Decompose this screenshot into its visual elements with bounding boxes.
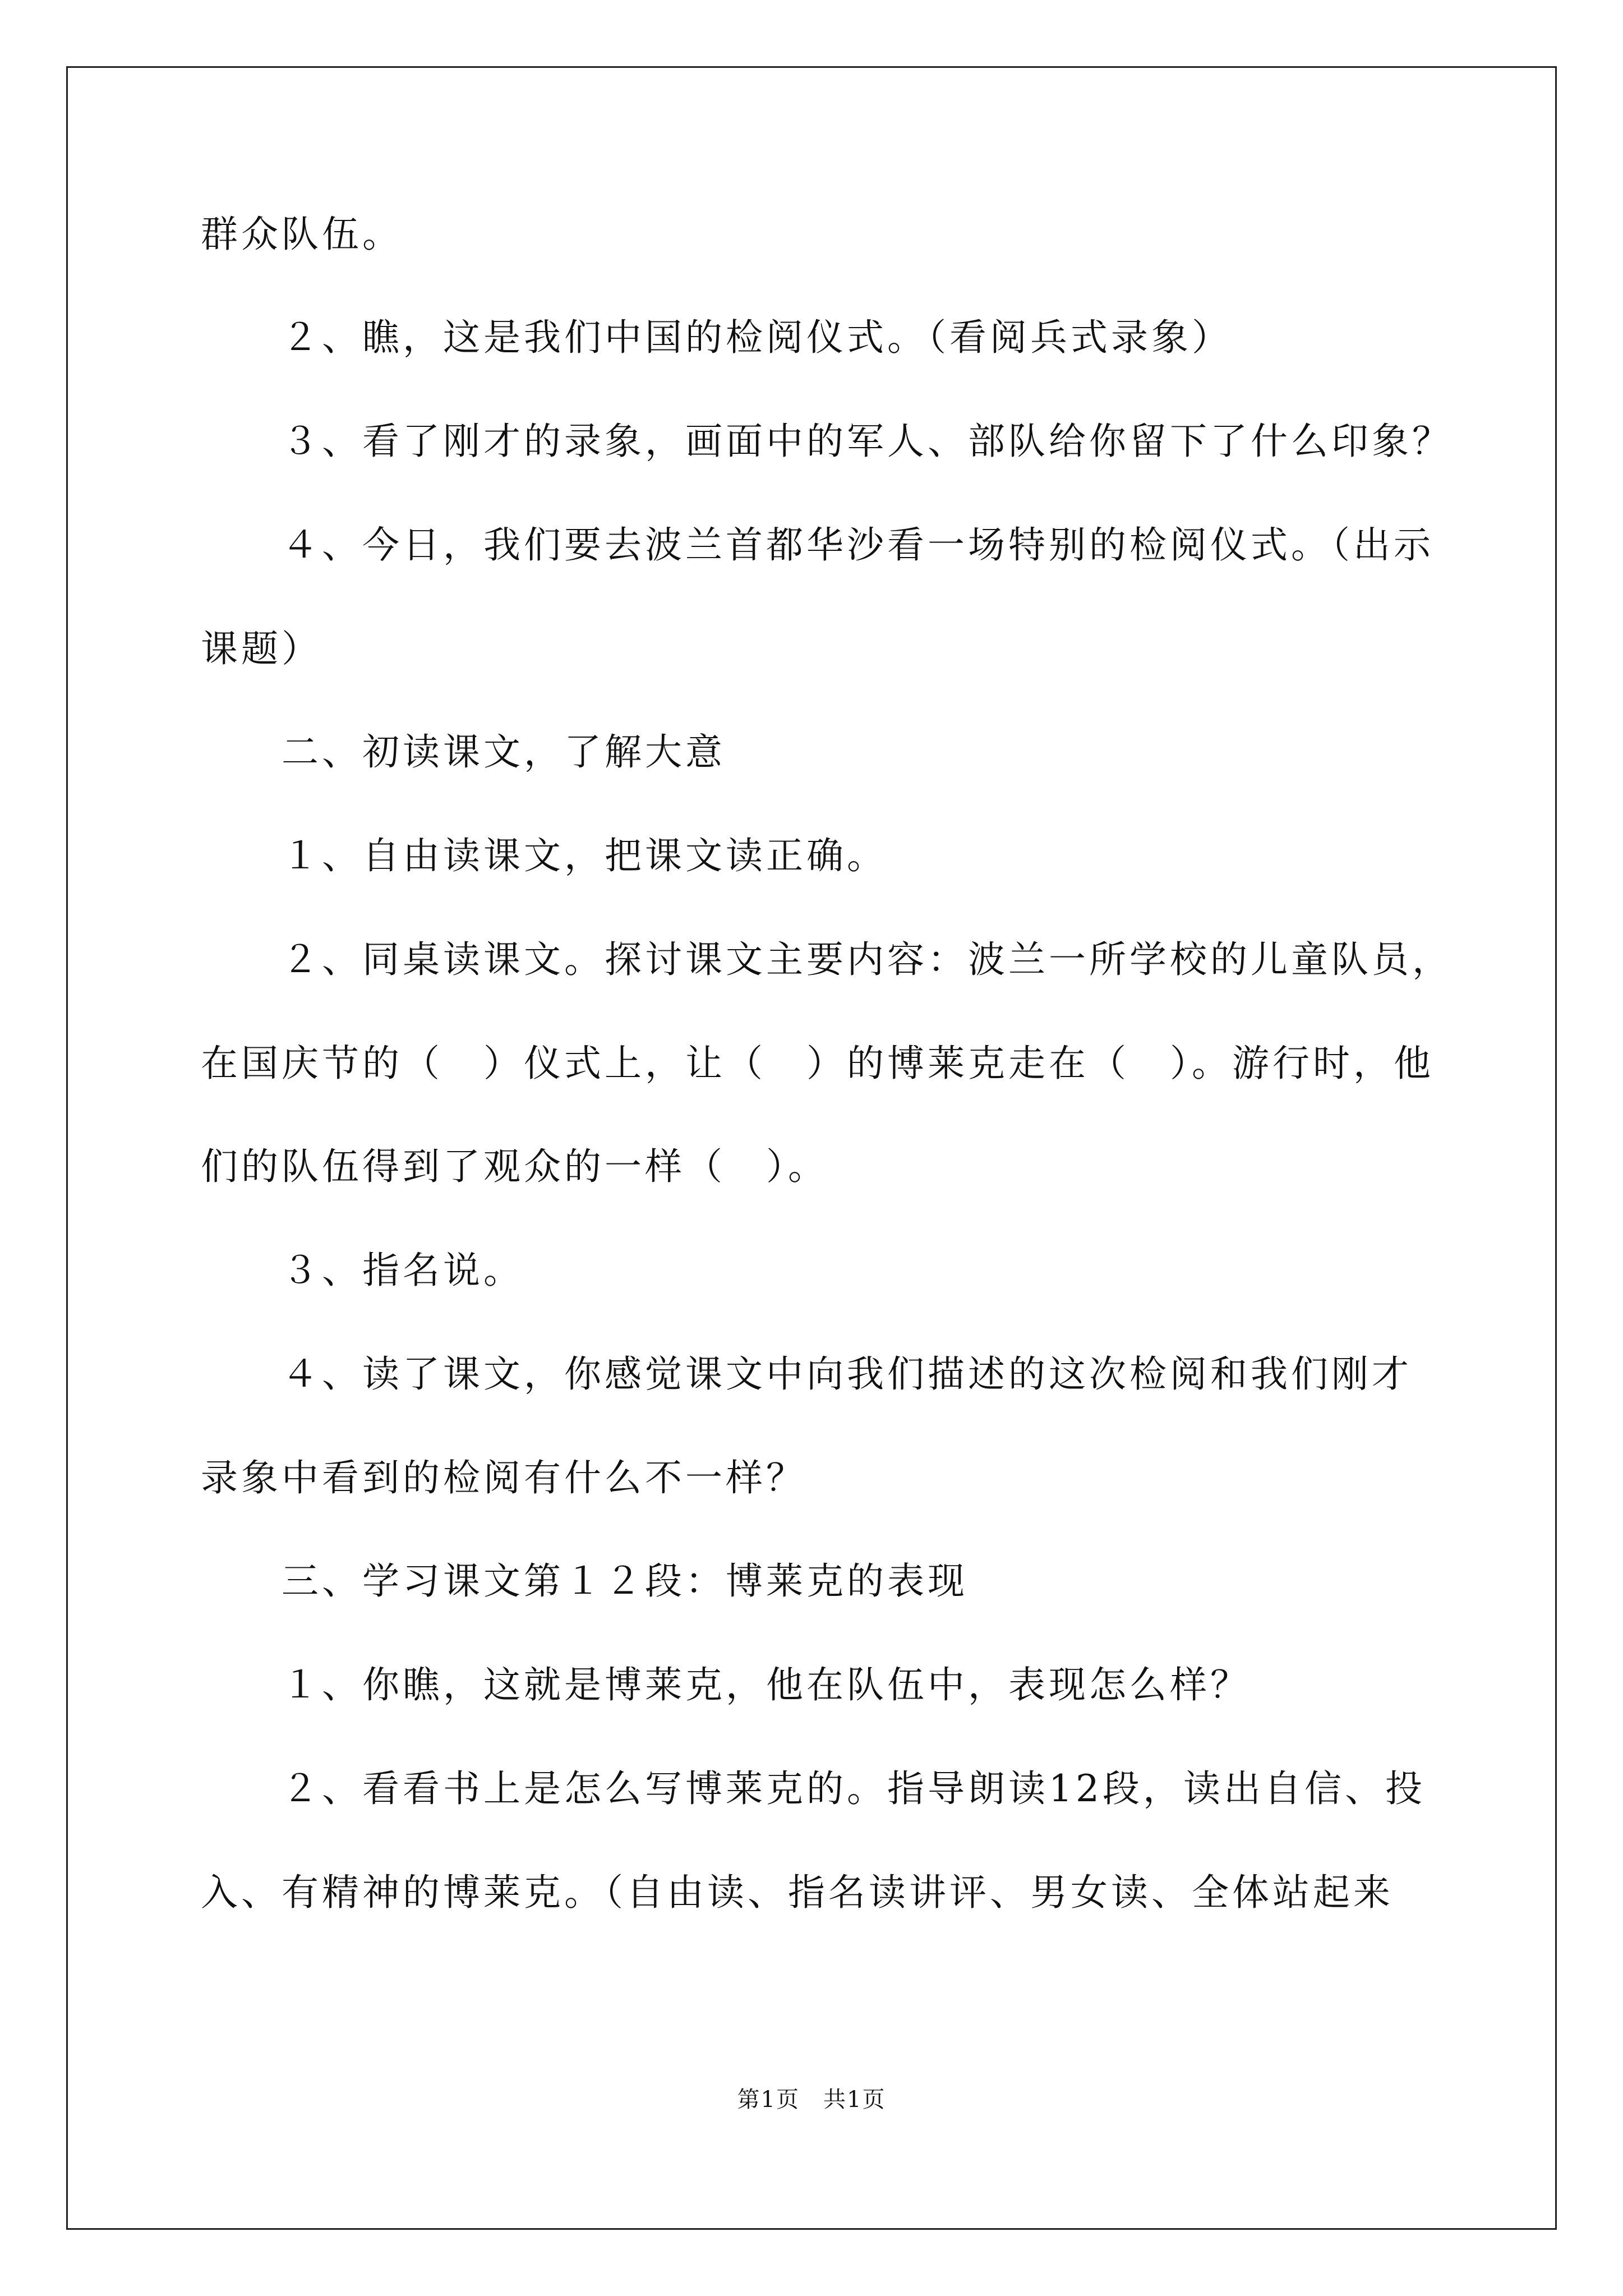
text-line-15: １、你瞧，这就是博莱克，他在队伍中，表现怎么样？ bbox=[282, 1663, 1251, 1706]
page-footer: 第1页 共1页 bbox=[737, 2087, 886, 2113]
text-line-5: 课题） bbox=[201, 627, 322, 670]
text-line-9: 在国庆节的（ ）仪式上，让（ ）的博莱克走在（ ）。游行时，他 bbox=[201, 1042, 1434, 1085]
text-line-10: 们的队伍得到了观众的一样（ ）。 bbox=[201, 1145, 828, 1188]
text-line-8: ２、同桌读课文。探讨课文主要内容：波兰一所学校的儿童队员， bbox=[282, 938, 1453, 981]
section-heading-3: 三、学习课文第１２段：博莱克的表现 bbox=[282, 1559, 968, 1603]
text-line-2: ２、瞧，这是我们中国的检阅仪式。（看阅兵式录象） bbox=[282, 316, 1232, 359]
text-line-1: 群众队伍。 bbox=[201, 213, 403, 256]
text-line-3: ３、看了刚才的录象，画面中的军人、部队给你留下了什么印象？ bbox=[282, 420, 1453, 463]
text-line-4: ４、今日，我们要去波兰首都华沙看一场特别的检阅仪式。（出示 bbox=[282, 523, 1434, 567]
text-line-12: ４、读了课文，你感觉课文中向我们描述的这次检阅和我们刚才 bbox=[282, 1352, 1412, 1396]
text-line-13: 录象中看到的检阅有什么不一样？ bbox=[201, 1456, 806, 1499]
text-line-17: 入、有精神的博莱克。（自由读、指名读讲评、男女读、全体站起来 bbox=[201, 1871, 1394, 1914]
text-line-7: １、自由读课文，把课文读正确。 bbox=[282, 834, 887, 877]
section-heading-2: 二、初读课文，了解大意 bbox=[282, 730, 726, 774]
text-line-11: ３、指名说。 bbox=[282, 1249, 524, 1292]
text-line-16: ２、看看书上是怎么写博莱克的。指导朗读12段，读出自信、投 bbox=[282, 1767, 1426, 1810]
